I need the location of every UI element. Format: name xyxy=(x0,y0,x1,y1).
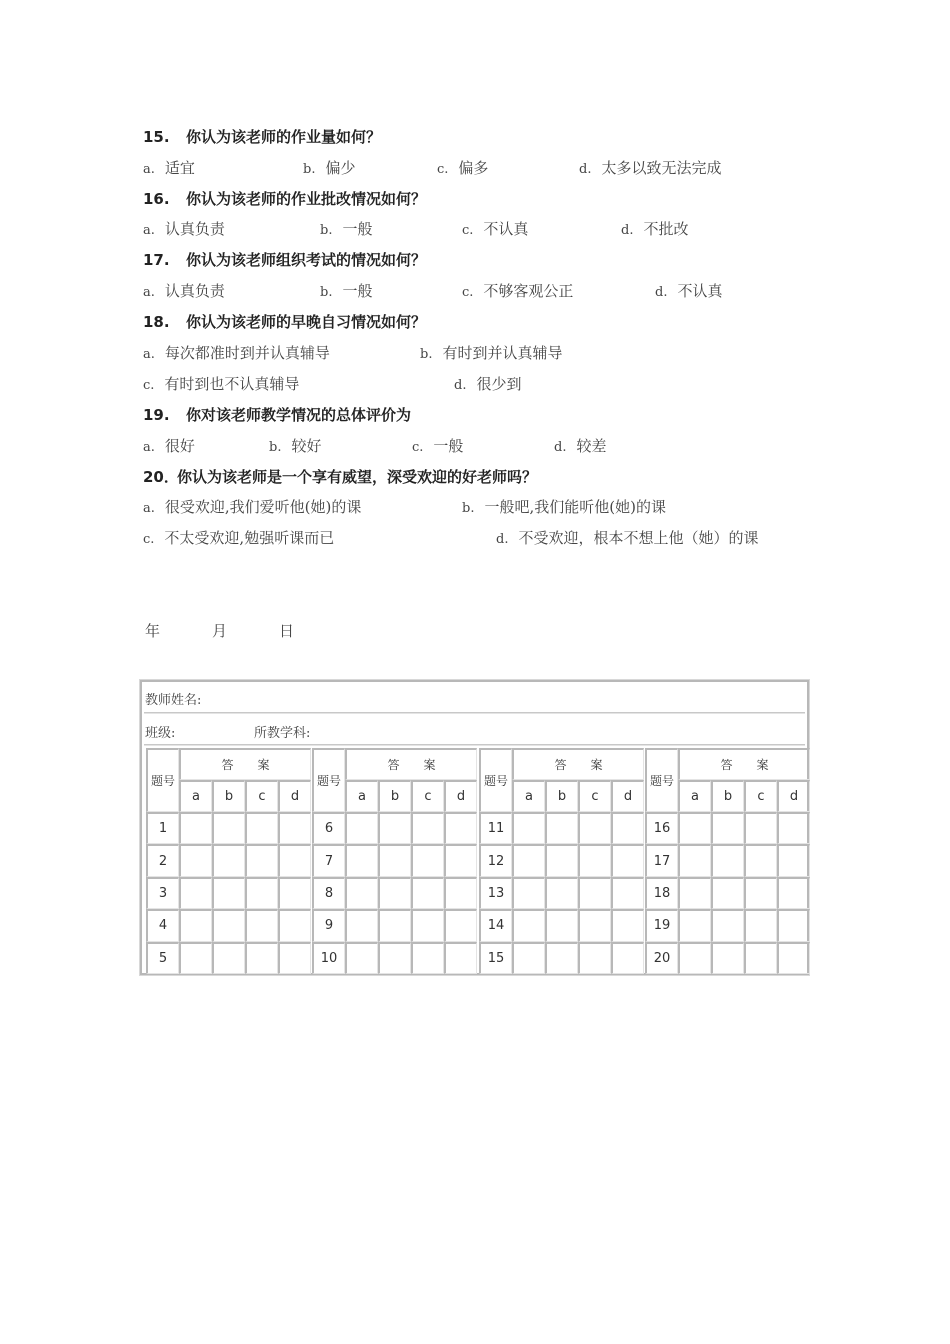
option-20-a: a. 很受欢迎,我们爱听他(她)的课 xyxy=(143,498,362,516)
question-number-cell: 13 xyxy=(479,877,512,909)
option-19-b: b. 较好 xyxy=(269,437,322,455)
answer-cell xyxy=(545,877,578,909)
option-18-d: d. 很少到 xyxy=(454,375,522,393)
answer-cell xyxy=(245,909,278,941)
answer-cell xyxy=(278,812,311,844)
question-number-cell: 11 xyxy=(479,812,512,844)
answer-cell xyxy=(744,877,777,909)
answer-cell xyxy=(512,942,545,974)
subject-label: 所教学科: xyxy=(254,726,311,741)
answer-cell xyxy=(212,812,245,844)
answer-cell xyxy=(212,844,245,876)
choice-header-b: b xyxy=(378,780,411,812)
answer-cell xyxy=(444,909,477,941)
answer-cell xyxy=(378,877,411,909)
answer-cell xyxy=(411,942,444,974)
question-number-cell: 20 xyxy=(645,942,678,974)
date-day: 日 xyxy=(279,622,295,640)
answer-cell xyxy=(578,877,611,909)
answer-cell xyxy=(545,844,578,876)
answer-cell xyxy=(345,909,378,941)
answer-cell xyxy=(345,942,378,974)
answer-cell xyxy=(578,844,611,876)
option-15-a: a. 适宜 xyxy=(143,159,195,177)
answer-cell xyxy=(777,844,810,876)
answer-cell xyxy=(611,877,644,909)
answer-cell xyxy=(444,877,477,909)
answer-cell xyxy=(578,942,611,974)
answer-cell xyxy=(744,942,777,974)
choice-header-d: d xyxy=(611,780,644,812)
question-number-header: 题号 xyxy=(479,748,512,812)
answer-cell xyxy=(278,877,311,909)
teacher-name-label: 教师姓名: xyxy=(145,693,202,708)
answer-cell xyxy=(678,844,711,876)
option-19-d: d. 较差 xyxy=(554,437,607,455)
answer-cell xyxy=(611,844,644,876)
option-20-b: b. 一般吧,我们能听他(她)的课 xyxy=(462,498,666,516)
option-17-c: c. 不够客观公正 xyxy=(462,282,574,300)
option-20-d: d. 不受欢迎，根本不想上他（她）的课 xyxy=(496,529,759,547)
answer-cell xyxy=(512,909,545,941)
answer-cell xyxy=(444,942,477,974)
question-16-title: 16. 你认为该老师的作业批改情况如何？ xyxy=(143,190,427,208)
answer-cell xyxy=(711,877,744,909)
answer-cell xyxy=(545,812,578,844)
answer-cell xyxy=(378,909,411,941)
question-number-cell: 19 xyxy=(645,909,678,941)
answer-cell xyxy=(345,812,378,844)
question-18-title: 18. 你认为该老师的早晚自习情况如何？ xyxy=(143,313,427,331)
option-19-c: c. 一般 xyxy=(412,437,464,455)
answer-cell xyxy=(545,942,578,974)
question-number-header: 题号 xyxy=(146,748,179,812)
option-16-d: d. 不批改 xyxy=(621,220,689,238)
choice-header-a: a xyxy=(179,780,212,812)
option-18-a: a. 每次都准时到并认真辅导 xyxy=(143,344,330,362)
answer-cell xyxy=(512,877,545,909)
answer-cell xyxy=(744,909,777,941)
choice-header-b: b xyxy=(212,780,245,812)
question-15-title: 15. 你认为该老师的作业量如何？ xyxy=(143,128,382,146)
choice-header-b: b xyxy=(711,780,744,812)
answer-cell xyxy=(245,942,278,974)
divider xyxy=(144,712,805,714)
answer-sheet xyxy=(140,680,809,975)
answer-cell xyxy=(212,909,245,941)
answer-cell xyxy=(278,909,311,941)
answer-cell xyxy=(711,909,744,941)
answer-header: 答 案 xyxy=(512,748,644,780)
answer-cell xyxy=(512,844,545,876)
answer-cell xyxy=(345,877,378,909)
answer-cell xyxy=(711,812,744,844)
answer-cell xyxy=(777,877,810,909)
question-20-title: 20．你认为该老师是一个享有威望，深受欢迎的好老师吗？ xyxy=(143,468,538,486)
question-number-cell: 15 xyxy=(479,942,512,974)
option-16-a: a. 认真负责 xyxy=(143,220,225,238)
question-number-cell: 1 xyxy=(146,812,179,844)
option-19-a: a. 很好 xyxy=(143,437,195,455)
answer-header: 答 案 xyxy=(678,748,810,780)
option-16-c: c. 不认真 xyxy=(462,220,529,238)
choice-header-c: c xyxy=(744,780,777,812)
question-number-cell: 6 xyxy=(312,812,345,844)
answer-cell xyxy=(245,812,278,844)
answer-cell xyxy=(545,909,578,941)
answer-cell xyxy=(179,812,212,844)
date-year: 年 xyxy=(145,622,161,640)
answer-cell xyxy=(411,909,444,941)
question-number-cell: 9 xyxy=(312,909,345,941)
answer-cell xyxy=(179,909,212,941)
question-number-cell: 17 xyxy=(645,844,678,876)
question-number-cell: 8 xyxy=(312,877,345,909)
answer-cell xyxy=(678,942,711,974)
class-label: 班级: xyxy=(145,726,176,741)
date-month: 月 xyxy=(212,622,228,640)
answer-header: 答 案 xyxy=(345,748,477,780)
answer-cell xyxy=(378,844,411,876)
question-17-title: 17. 你认为该老师组织考试的情况如何？ xyxy=(143,251,427,269)
answer-cell xyxy=(611,909,644,941)
question-number-cell: 12 xyxy=(479,844,512,876)
answer-cell xyxy=(411,812,444,844)
answer-cell xyxy=(611,942,644,974)
answer-cell xyxy=(212,942,245,974)
option-18-b: b. 有时到并认真辅导 xyxy=(420,344,563,362)
option-15-d: d. 太多以致无法完成 xyxy=(579,159,722,177)
choice-header-b: b xyxy=(545,780,578,812)
answer-cell xyxy=(578,812,611,844)
answer-cell xyxy=(411,844,444,876)
answer-cell xyxy=(777,812,810,844)
answer-cell xyxy=(678,877,711,909)
answer-header: 答 案 xyxy=(179,748,311,780)
choice-header-c: c xyxy=(578,780,611,812)
option-17-a: a. 认真负责 xyxy=(143,282,225,300)
option-15-b: b. 偏少 xyxy=(303,159,356,177)
choice-header-d: d xyxy=(278,780,311,812)
answer-cell xyxy=(278,844,311,876)
choice-header-d: d xyxy=(777,780,810,812)
option-20-c: c. 不太受欢迎,勉强听课而已 xyxy=(143,529,335,547)
answer-cell xyxy=(245,844,278,876)
question-number-cell: 4 xyxy=(146,909,179,941)
option-15-c: c. 偏多 xyxy=(437,159,489,177)
question-number-cell: 5 xyxy=(146,942,179,974)
question-number-cell: 18 xyxy=(645,877,678,909)
answer-cell xyxy=(179,844,212,876)
choice-header-c: c xyxy=(411,780,444,812)
answer-cell xyxy=(777,909,810,941)
answer-cell xyxy=(744,812,777,844)
option-17-b: b. 一般 xyxy=(320,282,373,300)
answer-cell xyxy=(179,942,212,974)
question-19-title: 19. 你对该老师教学情况的总体评价为 xyxy=(143,406,412,424)
choice-header-a: a xyxy=(678,780,711,812)
question-number-header: 题号 xyxy=(312,748,345,812)
question-number-cell: 16 xyxy=(645,812,678,844)
answer-cell xyxy=(678,812,711,844)
answer-cell xyxy=(378,942,411,974)
question-number-header: 题号 xyxy=(645,748,678,812)
answer-cell xyxy=(678,909,711,941)
divider xyxy=(144,744,805,746)
answer-cell xyxy=(345,844,378,876)
answer-cell xyxy=(179,877,212,909)
question-number-cell: 10 xyxy=(312,942,345,974)
question-number-cell: 14 xyxy=(479,909,512,941)
answer-cell xyxy=(212,877,245,909)
answer-cell xyxy=(744,844,777,876)
question-number-cell: 2 xyxy=(146,844,179,876)
answer-cell xyxy=(777,942,810,974)
answer-cell xyxy=(711,844,744,876)
choice-header-c: c xyxy=(245,780,278,812)
question-number-cell: 3 xyxy=(146,877,179,909)
choice-header-d: d xyxy=(444,780,477,812)
answer-cell xyxy=(512,812,545,844)
option-18-c: c. 有时到也不认真辅导 xyxy=(143,375,300,393)
answer-cell xyxy=(444,812,477,844)
answer-cell xyxy=(278,942,311,974)
option-16-b: b. 一般 xyxy=(320,220,373,238)
answer-cell xyxy=(578,909,611,941)
option-17-d: d. 不认真 xyxy=(655,282,723,300)
question-number-cell: 7 xyxy=(312,844,345,876)
choice-header-a: a xyxy=(345,780,378,812)
answer-cell xyxy=(411,877,444,909)
answer-cell xyxy=(378,812,411,844)
choice-header-a: a xyxy=(512,780,545,812)
answer-cell xyxy=(711,942,744,974)
answer-cell xyxy=(611,812,644,844)
answer-cell xyxy=(245,877,278,909)
answer-cell xyxy=(444,844,477,876)
